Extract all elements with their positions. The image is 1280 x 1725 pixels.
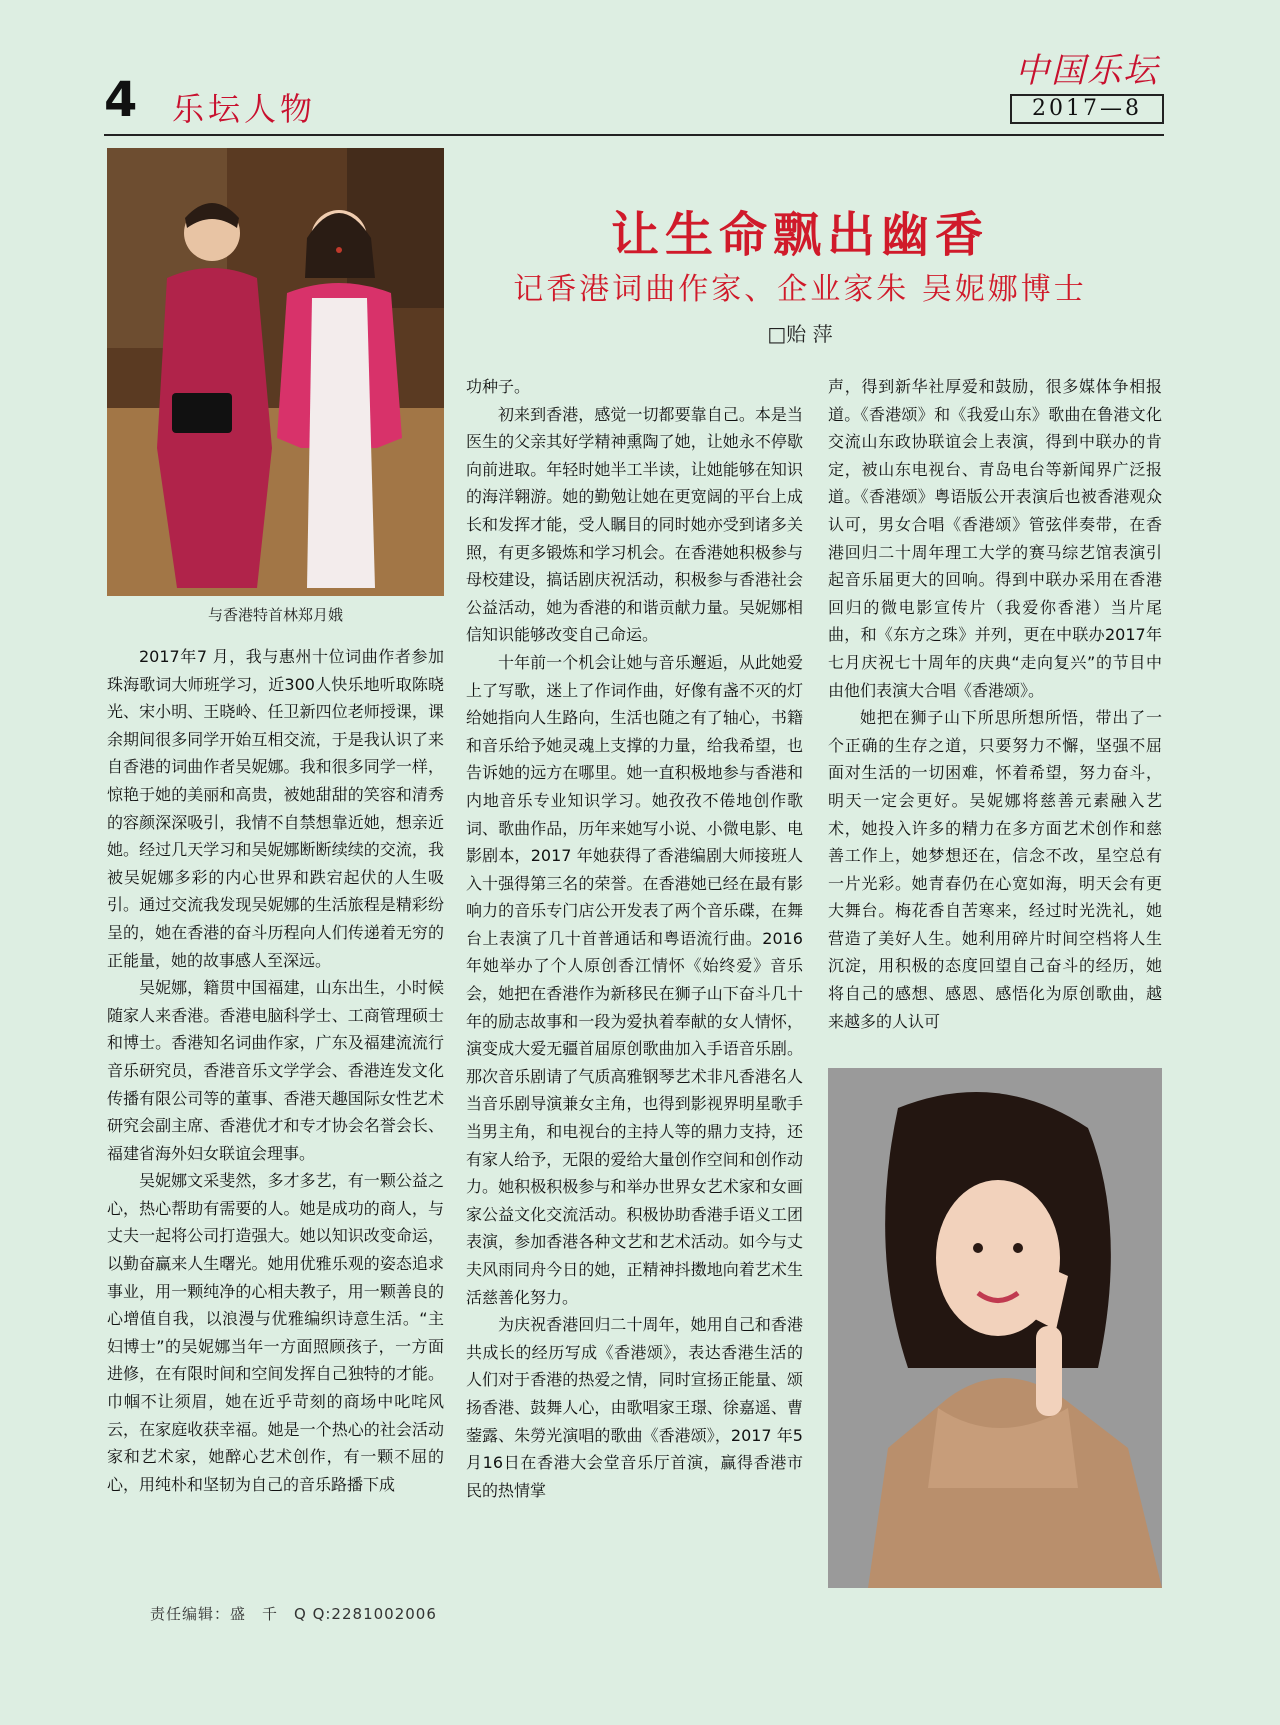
paragraph: 她把在狮子山下所思所想所悟，带出了一个正确的生存之道，只要努力不懈，坚强不屈面对生活的一切困难，怀着希望，努力奋斗，明天一定会更好。吴妮娜将慈善元素融入艺术，她投入许多的精力在多方面艺术创作和慈善工作上，她梦想还在，信念不改，星空总有一片光彩。她青春仍在心宽如海，明天会有更大舞台。梅花香自苦寒来，经过时光洗礼，她营造了美好人生。她利用碎片时间空档将人生沉淀，用积极的态度回望自己奋斗的经历，她将自己的感想、感恩、感悟化为原创歌曲，越来越多的人认可: [828, 708, 1162, 1031]
author-byline: □贻 萍: [767, 322, 833, 346]
photo-caption: 与香港特首林郑月娥: [207, 606, 343, 624]
paragraph: 功种子。: [466, 377, 531, 396]
paragraph: 为庆祝香港回归二十周年，她用自己和香港共成长的经历写成《香港颂》，表达香港生活的人们对于香港的热爱之情，同时宣扬正能量、颂扬香港、鼓舞人心，由歌唱家王璟、徐嘉遥、曹蓥露、朱勞光演唱的歌曲《香港颂》，2017 年5月16日在香港大会堂音乐厅首演，赢得香港市民的热情掌: [466, 1315, 803, 1500]
header-rule: [104, 134, 1164, 136]
page-number: 4: [104, 72, 138, 128]
article-title: 让生命飘出幽香: [610, 207, 989, 263]
logo-name: 中国乐坛: [1015, 51, 1159, 91]
issue-date: 2017—8: [1010, 94, 1164, 124]
article-column-1: [107, 643, 444, 1498]
article-column-3: [828, 373, 1162, 1035]
portrait-photo: [828, 1068, 1162, 1588]
editor-credit: 责任编辑：盛 千 Q Q:2281002006: [150, 1605, 437, 1623]
article-column-2: [466, 373, 803, 1504]
paragraph: 十年前一个机会让她与音乐邂逅，从此她爱上了写歌，迷上了作词作曲，好像有盏不灭的灯给她指向人生路向，生活也随之有了轴心，书籍和音乐给予她灵魂上支撑的力量，给我希望，也告诉她的远方在哪里。她一直积极地参与香港和内地音乐专业知识学习。她孜孜不倦地创作歌词、歌曲作品，历年来她写小说、小微电影、电影剧本，2017 年她获得了香港编剧大师接班人入十强得第三名的荣誉。在香港她已经在最有影响力的音乐专门店公开发表了两个音乐碟，在舞台上表演了几十首普通话和粤语流行曲。2016年她举办了个人原创香江情怀《始终爱》音乐会，她把在香港作为新移民在狮子山下奋斗几十年的励志故事和一段为爱执着奉献的女人情怀，演变成大爱无疆首届原创歌曲加入手语音乐剧。那次音乐剧请了气质高雅钢琴艺术非凡香港名人当音乐剧导演兼女主角，也得到影视界明星歌手当男主角，和电视台的主持人等的鼎力支持，还有家人给予，无限的爱给大量创作空间和创作动力。她积极积极参与和举办世界女艺术家和女画家公益文化交流活动。积极协助香港手语义工团表演，参加香港各种文艺和艺术活动。如今与丈夫风雨同舟今日的她，正精神抖擞地向着艺术生活慈善化努力。: [466, 652, 803, 1307]
section-title: 乐坛人物: [172, 90, 317, 128]
paragraph: 声，得到新华社厚爱和鼓励，很多媒体争相报道。《香港颂》和《我爱山东》歌曲在鲁港文化交流山东政协联谊会上表演，得到中联办的肯定，被山东电视台、青岛电台等新闻界广泛报道。《香港颂》粤语版公开表演后也被香港观众认可，男女合唱《香港颂》管弦伴奏带，在香港回归二十周年理工大学的赛马综艺馆表演引起音乐届更大的回响。得到中联办采用在香港回归的微电影宣传片（我爱你香港）当片尾曲，和《东方之珠》并列，更在中联办2017年七月庆祝七十周年的庆典“走向复兴”的节目中由他们表演大合唱《香港颂》。: [828, 377, 1162, 700]
photo-two-women: [107, 148, 444, 596]
paragraph: 吴妮娜，籍贯中国福建，山东出生，小时候随家人来香港。香港电脑科学士、工商管理硕士和博士。香港知名词曲作家，广东及福建流流行音乐研究员，香港音乐文学学会、香港连发文化传播有限公司等的董事、香港天趣国际女性艺术研究会副主席、香港优才和专才协会名誉会长、福建省海外妇女联谊会理事。: [107, 978, 444, 1163]
paragraph: 初来到香港，感觉一切都要靠自己。本是当医生的父亲其好学精神熏陶了她，让她永不停歇向前进取。年轻时她半工半读，让她能够在知识的海洋翱游。她的勤勉让她在更宽阔的平台上成长和发挥才能，受人瞩目的同时她亦受到诸多关照，有更多锻炼和学习机会。在香港她积极参与母校建设，搞话剧庆祝活动，积极参与香港社会公益活动，她为香港的和谐贡献力量。吴妮娜相信知识能够改变自己命运。: [466, 404, 803, 645]
magazine-logo: [1010, 48, 1164, 128]
paragraph: 2017年7 月，我与惠州十位词曲作者参加珠海歌词大师班学习，近300人快乐地听取陈晓光、宋小明、王晓岭、任卫新四位老师授课，课余期间很多同学开始互相交流，于是我认识了来自香港的词曲作者吴妮娜。我和很多同学一样，惊艳于她的美丽和高贵，被她甜甜的笑容和清秀的容颜深深吸引，我情不自禁想靠近她，想亲近她。经过几天学习和吴妮娜断断续续的交流，我被吴妮娜多彩的内心世界和跌宕起伏的人生吸引。通过交流我发现吴妮娜的生活旅程是精彩纷呈的，她在香港的奋斗历程向人们传递着无穷的正能量，她的故事感人至深远。: [107, 647, 444, 970]
article-subtitle: 记香港词曲作家、企业家朱 吴妮娜博士: [513, 272, 1087, 307]
paragraph: 吴妮娜文采斐然，多才多艺，有一颗公益之心，热心帮助有需要的人。她是成功的商人，与丈夫一起将公司打造强大。她以知识改变命运，以勤奋赢来人生曙光。她用优雅乐观的姿态追求事业，用一颗纯净的心相夫教子，用一颗善良的心增值自我，以浪漫与优雅编织诗意生活。“主妇博士”的吴妮娜当年一方面照顾孩子，一方面进修，在有限时间和空间发挥自己独特的才能。巾帼不让须眉，她在近乎苛刻的商场中叱咤风云，在家庭收获幸福。她是一个热心的社会活动家和艺术家，她醉心艺术创作，有一颗不屈的心，用纯朴和坚韧为自己的音乐路播下成: [107, 1171, 444, 1494]
